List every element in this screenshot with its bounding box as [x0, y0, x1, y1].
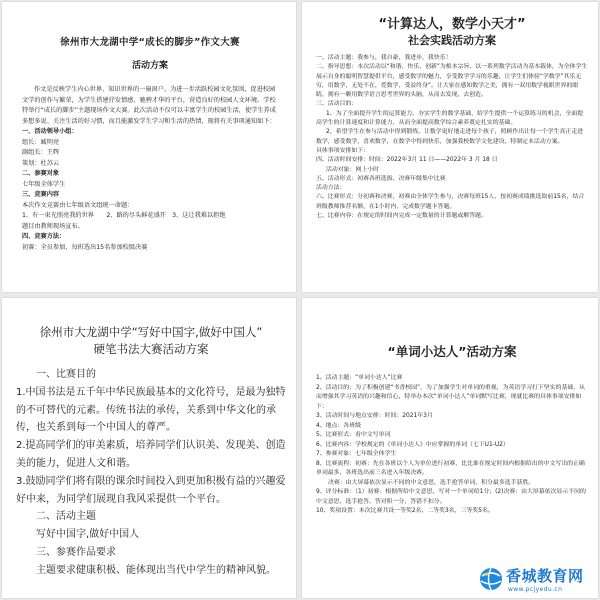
doc2-paragraph: 七、比赛内容：在规定的时间内完成一定数量的计算题或解答题。	[316, 213, 487, 220]
doc4-paragraph: 决赛：由大屏幕依次显示不同的中文意思，选手抢答单词，积分最多选手获胜。	[328, 479, 535, 486]
doc2-paragraph: 具体事项安排如下：	[316, 147, 370, 154]
doc2-paragraph: 二、指导思想：本次活动以“和谐、快乐、创新”为根本宗旨，以一系列数学活动为基本载体，为全体学生展示自身的聪明智慧提供平台，感受数学的魅力，享受数学学习的乐趣，让学生们体验“学数学”其乐无穷，用数学，无处不在，爱数学，受益终身”。让大家在感知数学之美，拥有一双用数学视眼世界的眼睛，拥有一颗用数学语言思考世界的头脑，从而去发现、去创造。	[316, 64, 588, 99]
doc3-title: 徐州市大龙湖中学“写好中国字,做好中国人”	[39, 325, 263, 339]
doc3-paragraph: 写好中国字,做好中国人	[36, 529, 140, 541]
doc4-title: “单词小达人”活动方案	[387, 344, 517, 359]
doc4-paragraph: 10、奖项设置：本次比赛共设一等奖2名、二等奖3名，三等奖5名。	[316, 508, 494, 514]
doc2-subtitle: 社会实践活动方案	[408, 34, 496, 47]
doc4-paragraph: 6、比赛内容：学校规定的《单词小达人》中应掌握的单词（七下U1-U2）	[316, 441, 509, 448]
doc2-paragraph: 活动方法：	[316, 185, 346, 192]
document-essay-contest	[2, 2, 296, 292]
watermark-site-name: 香城教育网	[506, 567, 584, 585]
doc3-paragraph: 三、参赛作品要求	[36, 546, 116, 558]
doc1-paragraph: 初赛：全员参加，每班选出15名参加校级决赛	[22, 243, 148, 251]
document-calligraphy-contest	[2, 298, 296, 598]
doc1-paragraph: 四、竞赛方法：	[22, 233, 66, 240]
doc2-title: “计算达人，数学小天才”	[378, 17, 526, 32]
doc2-paragraph: 2、希望学生在参与活动中得到锻炼，让数学更好地走进每个孩子，照顾作出让每一个学生真正走进数学，感受数学，喜欢数学，在数学中得到快乐，加强我校数学文化建设，特制定本活动方案。	[316, 129, 584, 145]
doc2-paragraph: 五、活动形式：初赛各班选拔、决赛年级集中比赛	[316, 175, 446, 182]
doc1-title: 徐州市大龙湖中学“成长的脚步”作文大赛	[60, 37, 240, 48]
doc4-paragraph: 9、评分标准：（1）初赛：根据所给中文意思，写对一个单词给1分；(2)决赛：由大屏幕依次显示不同的中文意思，选手抢答，答对积一分，答错不扣分。	[316, 489, 586, 505]
document-math-calculation	[302, 2, 598, 292]
doc1-paragraph: 七年级全体学生	[22, 180, 66, 188]
doc4-paragraph: 8、比赛流程：初赛：先在各班以个人为单位进行初赛，比比谁在规定时间内根据给出的中文写出的正确单词最多，各班选出前三名进入年级决赛。	[316, 460, 585, 476]
doc2-paragraph: 三、活动目的：	[316, 101, 358, 108]
doc4-paragraph: 1、活动主题：“单词小达人”比赛	[316, 375, 403, 381]
doc3-paragraph: 一、比赛目的	[36, 369, 96, 380]
doc4-body	[316, 374, 588, 517]
doc3-paragraph: 3.鼓励同学们将有限的课余时间投入到更加积极有益的兴趣爱好中来，为同学们展现自我风采提供一个平台。	[16, 475, 286, 505]
doc3-paragraph: 二、活动主题	[36, 511, 96, 523]
doc1-body	[22, 85, 278, 253]
doc3-paragraph: 2.提高同学们的审美素质，培养同学们认识美、发现美、创造美的能力，促进人文和谐。	[16, 440, 286, 469]
doc1-paragraph: 策划：杜苏云	[22, 159, 60, 167]
doc3-subtitle: 硬笔书法大赛活动方案	[93, 342, 209, 356]
document-word-contest	[302, 298, 598, 598]
doc2-paragraph: 活动对象：网上小时	[326, 166, 380, 173]
doc4-paragraph: 2、活动目的：为了积极创建“书香校园”，为了加强学生对单词的重视，为英语学习打下坚实的基础，从而增强其学习英语的兴趣和信心，特举办本次“单词小达人”单词默写比赛，现就比赛的具体事项安排如下：	[316, 384, 586, 410]
doc1-paragraph: 本次作文竞赛由七年级语文组统一命题：	[22, 201, 134, 209]
doc2-body	[316, 54, 588, 221]
doc4-paragraph: 7、参赛对象：七年级全体学生	[316, 451, 397, 457]
doc4-paragraph: 5、比赛形式：看中文写单词	[316, 432, 391, 438]
doc1-subtitle: 活动方案	[131, 61, 168, 71]
doc1-paragraph: 一、活动领导小组：	[22, 128, 78, 135]
doc3-paragraph: 主题要求健康积极、能体现出当代中学生的精神风貌。	[36, 564, 276, 576]
doc2-paragraph: 六、比赛形式：分初赛和决赛，初赛由全体学生参与，决赛每班15人，按初赛成绩挑选取前15名，结合班级教师推荐名额，在1小时内，完成数学题卡答题。	[316, 194, 585, 210]
doc1-paragraph: 题目由教师现场宣布。	[22, 222, 84, 230]
watermark-site-url: www.pcjyedu.cn	[508, 586, 563, 593]
doc3-body	[16, 366, 286, 580]
site-watermark	[476, 564, 596, 598]
doc1-paragraph: 作文是反映学生内心世界、知识世界的一扇窗户。为进一步活跃校园文化氛围，促进校园文学的创作与繁荣，为学生搭建抒发情感、驰骋才华的平台，营造良好的校园人文环境。学校特举行“成长的脚步”主题现场作文大赛。此次活动不仅可以丰富学生的校园生活，使学生养成多想多说、关注生活的好习惯，而且能激发学生学习和生活的热情，现将有关事项通知如下：	[22, 86, 276, 125]
doc4-paragraph: 3、活动时间与地点安排：时间：2021年3月	[316, 413, 433, 419]
globe-logo-icon	[478, 566, 504, 592]
doc2-paragraph: 四、活动时间安排：时间：2022年3月 11 日——2022年 3 月 18 日	[316, 157, 498, 164]
doc2-paragraph: 1、为了全面提升学生的运算能力，夯实学生的数学基础，给学生提供一个运算练习的机会，全面提高学生的计算速度和计算能力，从而全面提高数学综合素养奠定扎实的基础。	[316, 110, 584, 127]
doc1-paragraph: 二、参赛对象	[22, 170, 60, 177]
doc2-paragraph: 一、活动主题：我参与，我自豪，我进步，我快乐！	[316, 55, 452, 61]
doc4-paragraph: 4、地点：各班级	[316, 422, 361, 429]
doc3-paragraph: 1.中国书法是五千年中华民族最基本的文化符号，是最为独特的不可替代的元素。传统书法的承传，关系到中华文化的承传，也关系到每一个中国人的尊严。	[16, 386, 286, 434]
doc1-paragraph: 三、竞赛内容	[22, 191, 60, 198]
doc1-paragraph: 副组长：王辉	[22, 149, 60, 156]
doc1-paragraph: 组长：臧明亮	[22, 138, 60, 146]
doc1-paragraph: 1、有一束光照亮我的世界 2、路的尽头鲜花盛开 3、这让我难以拒绝	[22, 212, 226, 219]
